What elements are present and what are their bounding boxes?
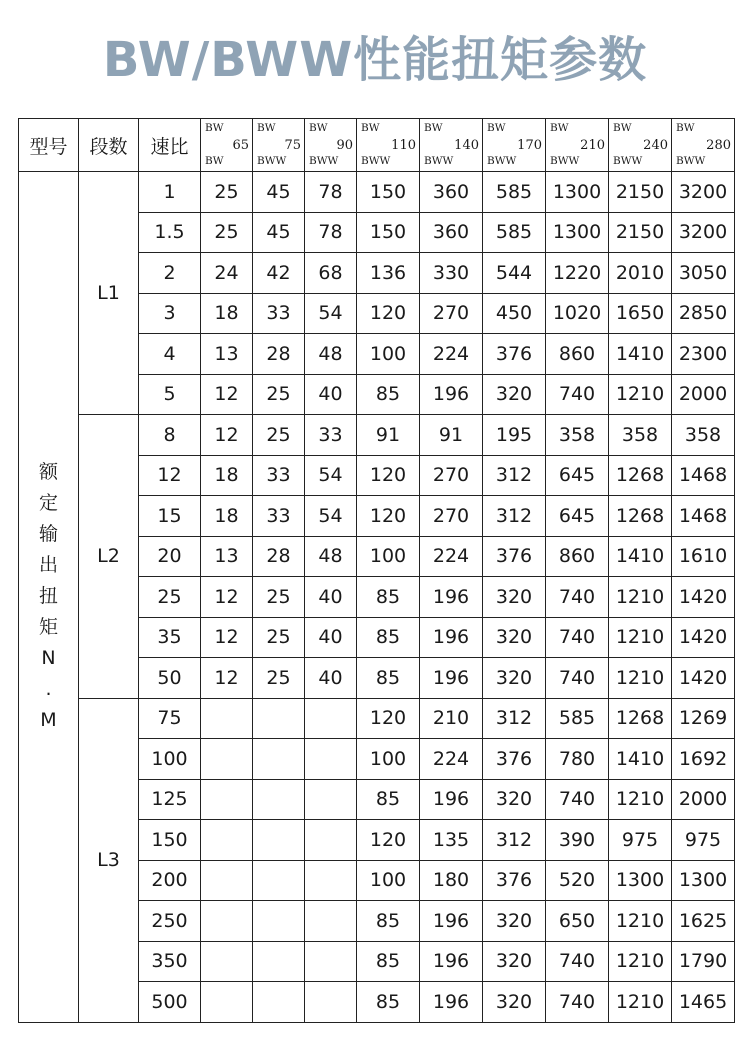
torque-value-cell: 100 bbox=[357, 860, 420, 901]
torque-value-cell bbox=[253, 941, 305, 982]
torque-value-cell: 645 bbox=[546, 496, 609, 537]
ratio-cell: 200 bbox=[139, 860, 201, 901]
torque-value-cell: 120 bbox=[357, 820, 420, 861]
torque-value-cell: 120 bbox=[357, 496, 420, 537]
torque-value-cell: 12 bbox=[201, 658, 253, 699]
torque-value-cell: 740 bbox=[546, 577, 609, 618]
torque-value-cell: 1410 bbox=[609, 536, 672, 577]
torque-value-cell: 33 bbox=[305, 415, 357, 456]
torque-value-cell: 740 bbox=[546, 658, 609, 699]
torque-value-cell: 1625 bbox=[672, 901, 735, 942]
torque-value-cell bbox=[305, 779, 357, 820]
torque-value-cell: 85 bbox=[357, 779, 420, 820]
torque-value-cell: 78 bbox=[305, 172, 357, 213]
torque-value-cell: 12 bbox=[201, 374, 253, 415]
header-model-0 bbox=[201, 119, 253, 172]
torque-value-cell: 740 bbox=[546, 779, 609, 820]
torque-value-cell: 1210 bbox=[609, 941, 672, 982]
table-row bbox=[19, 172, 735, 213]
torque-value-cell: 1410 bbox=[609, 334, 672, 375]
torque-value-cell bbox=[201, 982, 253, 1023]
torque-value-cell: 1650 bbox=[609, 293, 672, 334]
torque-value-cell: 585 bbox=[546, 698, 609, 739]
model-bottom-label: BWW bbox=[487, 154, 517, 167]
torque-value-cell: 136 bbox=[357, 253, 420, 294]
model-top-label: BW bbox=[676, 122, 695, 134]
torque-value-cell: 120 bbox=[357, 293, 420, 334]
torque-value-cell: 1420 bbox=[672, 617, 735, 658]
torque-value-cell: 1410 bbox=[609, 739, 672, 780]
ratio-cell: 250 bbox=[139, 901, 201, 942]
table-row bbox=[19, 698, 735, 739]
torque-value-cell bbox=[253, 820, 305, 861]
torque-value-cell: 40 bbox=[305, 617, 357, 658]
torque-value-cell: 3200 bbox=[672, 212, 735, 253]
torque-value-cell: 1210 bbox=[609, 901, 672, 942]
torque-value-cell: 33 bbox=[253, 496, 305, 537]
torque-value-cell: 18 bbox=[201, 455, 253, 496]
model-bottom-label: BWW bbox=[361, 154, 391, 167]
torque-value-cell: 780 bbox=[546, 739, 609, 780]
torque-value-cell: 1465 bbox=[672, 982, 735, 1023]
torque-value-cell: 1300 bbox=[672, 860, 735, 901]
torque-value-cell: 224 bbox=[420, 739, 483, 780]
torque-value-cell bbox=[253, 739, 305, 780]
torque-value-cell: 860 bbox=[546, 536, 609, 577]
torque-value-cell: 54 bbox=[305, 455, 357, 496]
torque-value-cell: 48 bbox=[305, 536, 357, 577]
torque-value-cell: 1268 bbox=[609, 698, 672, 739]
header-stage: 段数 bbox=[79, 119, 139, 172]
header-model-1 bbox=[253, 119, 305, 172]
torque-value-cell: 25 bbox=[253, 577, 305, 618]
torque-value-cell bbox=[305, 698, 357, 739]
torque-value-cell bbox=[201, 698, 253, 739]
torque-value-cell: 320 bbox=[483, 374, 546, 415]
torque-value-cell: 150 bbox=[357, 172, 420, 213]
torque-value-cell: 13 bbox=[201, 334, 253, 375]
torque-value-cell: 312 bbox=[483, 496, 546, 537]
torque-value-cell: 33 bbox=[253, 293, 305, 334]
torque-value-cell bbox=[305, 941, 357, 982]
model-top-label: BW bbox=[613, 122, 632, 134]
torque-value-cell: 585 bbox=[483, 172, 546, 213]
model-top-label: BW bbox=[309, 122, 328, 134]
ratio-cell: 5 bbox=[139, 374, 201, 415]
model-bottom-label: BW bbox=[205, 154, 224, 167]
torque-value-cell: 358 bbox=[672, 415, 735, 456]
torque-value-cell bbox=[201, 739, 253, 780]
header-model-7 bbox=[609, 119, 672, 172]
torque-value-cell: 360 bbox=[420, 172, 483, 213]
torque-value-cell: 376 bbox=[483, 739, 546, 780]
ratio-cell: 1.5 bbox=[139, 212, 201, 253]
torque-value-cell: 135 bbox=[420, 820, 483, 861]
torque-value-cell bbox=[253, 779, 305, 820]
torque-value-cell bbox=[305, 820, 357, 861]
ratio-cell: 500 bbox=[139, 982, 201, 1023]
torque-value-cell: 390 bbox=[546, 820, 609, 861]
torque-value-cell: 150 bbox=[357, 212, 420, 253]
row-label-char: 出 bbox=[38, 554, 58, 577]
row-label-char: M bbox=[40, 709, 57, 732]
torque-value-cell: 78 bbox=[305, 212, 357, 253]
torque-value-cell: 1468 bbox=[672, 455, 735, 496]
torque-value-cell: 224 bbox=[420, 334, 483, 375]
ratio-cell: 50 bbox=[139, 658, 201, 699]
torque-value-cell: 195 bbox=[483, 415, 546, 456]
torque-value-cell: 330 bbox=[420, 253, 483, 294]
model-bottom-label: BWW bbox=[309, 154, 339, 167]
torque-value-cell: 270 bbox=[420, 496, 483, 537]
ratio-cell: 35 bbox=[139, 617, 201, 658]
torque-value-cell: 520 bbox=[546, 860, 609, 901]
stage-group-l3: L3 bbox=[79, 698, 139, 1022]
torque-value-cell: 45 bbox=[253, 212, 305, 253]
ratio-cell: 25 bbox=[139, 577, 201, 618]
torque-value-cell bbox=[201, 941, 253, 982]
torque-value-cell bbox=[253, 860, 305, 901]
torque-value-cell: 1610 bbox=[672, 536, 735, 577]
torque-value-cell: 196 bbox=[420, 658, 483, 699]
header-model: 型号 bbox=[19, 119, 79, 172]
ratio-cell: 2 bbox=[139, 253, 201, 294]
row-label-char: 额 bbox=[38, 461, 58, 484]
torque-value-cell: 2000 bbox=[672, 374, 735, 415]
ratio-cell: 350 bbox=[139, 941, 201, 982]
model-top-label: BW bbox=[550, 122, 569, 134]
torque-value-cell: 45 bbox=[253, 172, 305, 213]
row-label-char: . bbox=[45, 678, 52, 701]
torque-value-cell: 85 bbox=[357, 617, 420, 658]
header-model-8 bbox=[672, 119, 735, 172]
torque-value-cell: 196 bbox=[420, 941, 483, 982]
torque-value-cell: 1210 bbox=[609, 374, 672, 415]
ratio-cell: 125 bbox=[139, 779, 201, 820]
torque-value-cell: 1420 bbox=[672, 577, 735, 618]
torque-value-cell: 13 bbox=[201, 536, 253, 577]
torque-value-cell bbox=[201, 820, 253, 861]
torque-value-cell: 740 bbox=[546, 982, 609, 1023]
torque-value-cell: 1210 bbox=[609, 658, 672, 699]
torque-value-cell: 91 bbox=[357, 415, 420, 456]
torque-value-cell bbox=[253, 698, 305, 739]
torque-value-cell: 585 bbox=[483, 212, 546, 253]
model-size-label: 240 bbox=[643, 138, 668, 153]
torque-value-cell: 25 bbox=[253, 658, 305, 699]
torque-value-cell: 196 bbox=[420, 374, 483, 415]
torque-value-cell bbox=[305, 860, 357, 901]
torque-value-cell: 3200 bbox=[672, 172, 735, 213]
torque-value-cell: 2010 bbox=[609, 253, 672, 294]
ratio-cell: 3 bbox=[139, 293, 201, 334]
torque-value-cell: 196 bbox=[420, 779, 483, 820]
model-size-label: 170 bbox=[517, 138, 542, 153]
torque-value-cell: 100 bbox=[357, 536, 420, 577]
torque-value-cell: 320 bbox=[483, 658, 546, 699]
torque-value-cell: 544 bbox=[483, 253, 546, 294]
torque-value-cell: 1268 bbox=[609, 455, 672, 496]
header-row bbox=[19, 119, 735, 172]
torque-value-cell: 25 bbox=[253, 617, 305, 658]
torque-value-cell: 196 bbox=[420, 617, 483, 658]
torque-value-cell: 42 bbox=[253, 253, 305, 294]
torque-value-cell: 25 bbox=[201, 172, 253, 213]
torque-value-cell: 1269 bbox=[672, 698, 735, 739]
header-model-2 bbox=[305, 119, 357, 172]
model-size-label: 90 bbox=[336, 138, 353, 153]
torque-value-cell: 1268 bbox=[609, 496, 672, 537]
torque-value-cell bbox=[305, 901, 357, 942]
ratio-cell: 8 bbox=[139, 415, 201, 456]
table-row bbox=[19, 415, 735, 456]
torque-value-cell: 320 bbox=[483, 779, 546, 820]
torque-value-cell: 1210 bbox=[609, 577, 672, 618]
ratio-cell: 150 bbox=[139, 820, 201, 861]
torque-value-cell: 2150 bbox=[609, 212, 672, 253]
torque-value-cell: 650 bbox=[546, 901, 609, 942]
torque-value-cell: 28 bbox=[253, 536, 305, 577]
torque-value-cell: 450 bbox=[483, 293, 546, 334]
torque-value-cell: 358 bbox=[609, 415, 672, 456]
row-label-char: 矩 bbox=[38, 616, 58, 639]
torque-value-cell: 1300 bbox=[609, 860, 672, 901]
torque-spec-table bbox=[18, 118, 735, 1023]
torque-value-cell: 1220 bbox=[546, 253, 609, 294]
torque-value-cell: 740 bbox=[546, 617, 609, 658]
torque-value-cell: 320 bbox=[483, 982, 546, 1023]
header-model-3 bbox=[357, 119, 420, 172]
torque-value-cell: 40 bbox=[305, 577, 357, 618]
torque-value-cell: 180 bbox=[420, 860, 483, 901]
torque-value-cell: 210 bbox=[420, 698, 483, 739]
model-bottom-label: BWW bbox=[424, 154, 454, 167]
torque-value-cell: 860 bbox=[546, 334, 609, 375]
table-body bbox=[19, 119, 735, 1023]
torque-value-cell: 54 bbox=[305, 496, 357, 537]
torque-value-cell: 740 bbox=[546, 941, 609, 982]
torque-value-cell: 270 bbox=[420, 293, 483, 334]
model-top-label: BW bbox=[205, 122, 224, 134]
torque-value-cell: 312 bbox=[483, 455, 546, 496]
torque-value-cell: 25 bbox=[201, 212, 253, 253]
torque-value-cell: 25 bbox=[253, 374, 305, 415]
torque-value-cell bbox=[253, 982, 305, 1023]
torque-value-cell: 224 bbox=[420, 536, 483, 577]
model-bottom-label: BWW bbox=[257, 154, 287, 167]
torque-value-cell: 85 bbox=[357, 941, 420, 982]
ratio-cell: 100 bbox=[139, 739, 201, 780]
row-label-char: 输 bbox=[38, 523, 58, 546]
torque-value-cell: 40 bbox=[305, 374, 357, 415]
ratio-cell: 15 bbox=[139, 496, 201, 537]
torque-value-cell: 1210 bbox=[609, 982, 672, 1023]
torque-value-cell: 358 bbox=[546, 415, 609, 456]
stage-group-l2: L2 bbox=[79, 415, 139, 699]
torque-value-cell: 1300 bbox=[546, 212, 609, 253]
header-model-6 bbox=[546, 119, 609, 172]
torque-value-cell: 40 bbox=[305, 658, 357, 699]
torque-value-cell: 24 bbox=[201, 253, 253, 294]
torque-value-cell: 85 bbox=[357, 982, 420, 1023]
torque-value-cell: 85 bbox=[357, 658, 420, 699]
torque-value-cell: 196 bbox=[420, 901, 483, 942]
header-model-5 bbox=[483, 119, 546, 172]
model-size-label: 75 bbox=[284, 138, 301, 153]
torque-value-cell: 12 bbox=[201, 617, 253, 658]
torque-value-cell: 312 bbox=[483, 698, 546, 739]
model-bottom-label: BWW bbox=[613, 154, 643, 167]
torque-value-cell: 320 bbox=[483, 901, 546, 942]
row-label-rated-torque bbox=[19, 172, 79, 1023]
torque-value-cell bbox=[201, 779, 253, 820]
torque-value-cell bbox=[201, 901, 253, 942]
model-size-label: 140 bbox=[454, 138, 479, 153]
ratio-cell: 20 bbox=[139, 536, 201, 577]
ratio-cell: 1 bbox=[139, 172, 201, 213]
torque-value-cell: 48 bbox=[305, 334, 357, 375]
header-model-4 bbox=[420, 119, 483, 172]
torque-value-cell: 85 bbox=[357, 374, 420, 415]
model-top-label: BW bbox=[424, 122, 443, 134]
torque-value-cell: 85 bbox=[357, 577, 420, 618]
torque-value-cell bbox=[305, 739, 357, 780]
model-top-label: BW bbox=[257, 122, 276, 134]
model-size-label: 110 bbox=[391, 138, 416, 153]
torque-value-cell: 68 bbox=[305, 253, 357, 294]
torque-value-cell: 320 bbox=[483, 617, 546, 658]
torque-value-cell: 33 bbox=[253, 455, 305, 496]
torque-value-cell: 645 bbox=[546, 455, 609, 496]
torque-value-cell: 1300 bbox=[546, 172, 609, 213]
stage-group-l1: L1 bbox=[79, 172, 139, 415]
row-label-char: N bbox=[41, 647, 56, 670]
torque-value-cell: 1468 bbox=[672, 496, 735, 537]
torque-value-cell: 12 bbox=[201, 577, 253, 618]
torque-value-cell: 376 bbox=[483, 860, 546, 901]
torque-value-cell: 2150 bbox=[609, 172, 672, 213]
torque-value-cell: 270 bbox=[420, 455, 483, 496]
model-bottom-label: BWW bbox=[550, 154, 580, 167]
model-size-label: 280 bbox=[706, 138, 731, 153]
torque-value-cell: 100 bbox=[357, 334, 420, 375]
model-top-label: BW bbox=[361, 122, 380, 134]
model-size-label: 65 bbox=[232, 138, 249, 153]
model-top-label: BW bbox=[487, 122, 506, 134]
torque-value-cell: 18 bbox=[201, 496, 253, 537]
torque-value-cell: 28 bbox=[253, 334, 305, 375]
model-bottom-label: BWW bbox=[676, 154, 706, 167]
torque-value-cell: 1020 bbox=[546, 293, 609, 334]
torque-value-cell: 196 bbox=[420, 577, 483, 618]
row-label-char: 定 bbox=[38, 492, 58, 515]
torque-value-cell: 196 bbox=[420, 982, 483, 1023]
torque-value-cell: 1210 bbox=[609, 617, 672, 658]
ratio-cell: 12 bbox=[139, 455, 201, 496]
header-ratio: 速比 bbox=[139, 119, 201, 172]
torque-value-cell: 12 bbox=[201, 415, 253, 456]
torque-value-cell: 975 bbox=[672, 820, 735, 861]
torque-value-cell: 376 bbox=[483, 334, 546, 375]
torque-value-cell: 1420 bbox=[672, 658, 735, 699]
torque-value-cell: 2000 bbox=[672, 779, 735, 820]
torque-value-cell bbox=[305, 982, 357, 1023]
torque-value-cell: 975 bbox=[609, 820, 672, 861]
row-label-char: 扭 bbox=[38, 585, 58, 608]
torque-value-cell: 3050 bbox=[672, 253, 735, 294]
torque-value-cell bbox=[253, 901, 305, 942]
torque-value-cell: 320 bbox=[483, 577, 546, 618]
torque-value-cell: 18 bbox=[201, 293, 253, 334]
torque-value-cell: 1692 bbox=[672, 739, 735, 780]
torque-value-cell: 1790 bbox=[672, 941, 735, 982]
torque-value-cell: 25 bbox=[253, 415, 305, 456]
torque-value-cell: 2300 bbox=[672, 334, 735, 375]
torque-value-cell: 360 bbox=[420, 212, 483, 253]
torque-value-cell: 2850 bbox=[672, 293, 735, 334]
model-size-label: 210 bbox=[580, 138, 605, 153]
torque-value-cell: 85 bbox=[357, 901, 420, 942]
ratio-cell: 75 bbox=[139, 698, 201, 739]
torque-value-cell bbox=[201, 860, 253, 901]
torque-value-cell: 740 bbox=[546, 374, 609, 415]
torque-value-cell: 120 bbox=[357, 698, 420, 739]
torque-value-cell: 376 bbox=[483, 536, 546, 577]
torque-value-cell: 1210 bbox=[609, 779, 672, 820]
torque-value-cell: 54 bbox=[305, 293, 357, 334]
torque-value-cell: 100 bbox=[357, 739, 420, 780]
torque-value-cell: 120 bbox=[357, 455, 420, 496]
torque-value-cell: 320 bbox=[483, 941, 546, 982]
page-title: BW/BWW性能扭矩参数 bbox=[102, 32, 648, 88]
torque-value-cell: 91 bbox=[420, 415, 483, 456]
torque-value-cell: 312 bbox=[483, 820, 546, 861]
ratio-cell: 4 bbox=[139, 334, 201, 375]
